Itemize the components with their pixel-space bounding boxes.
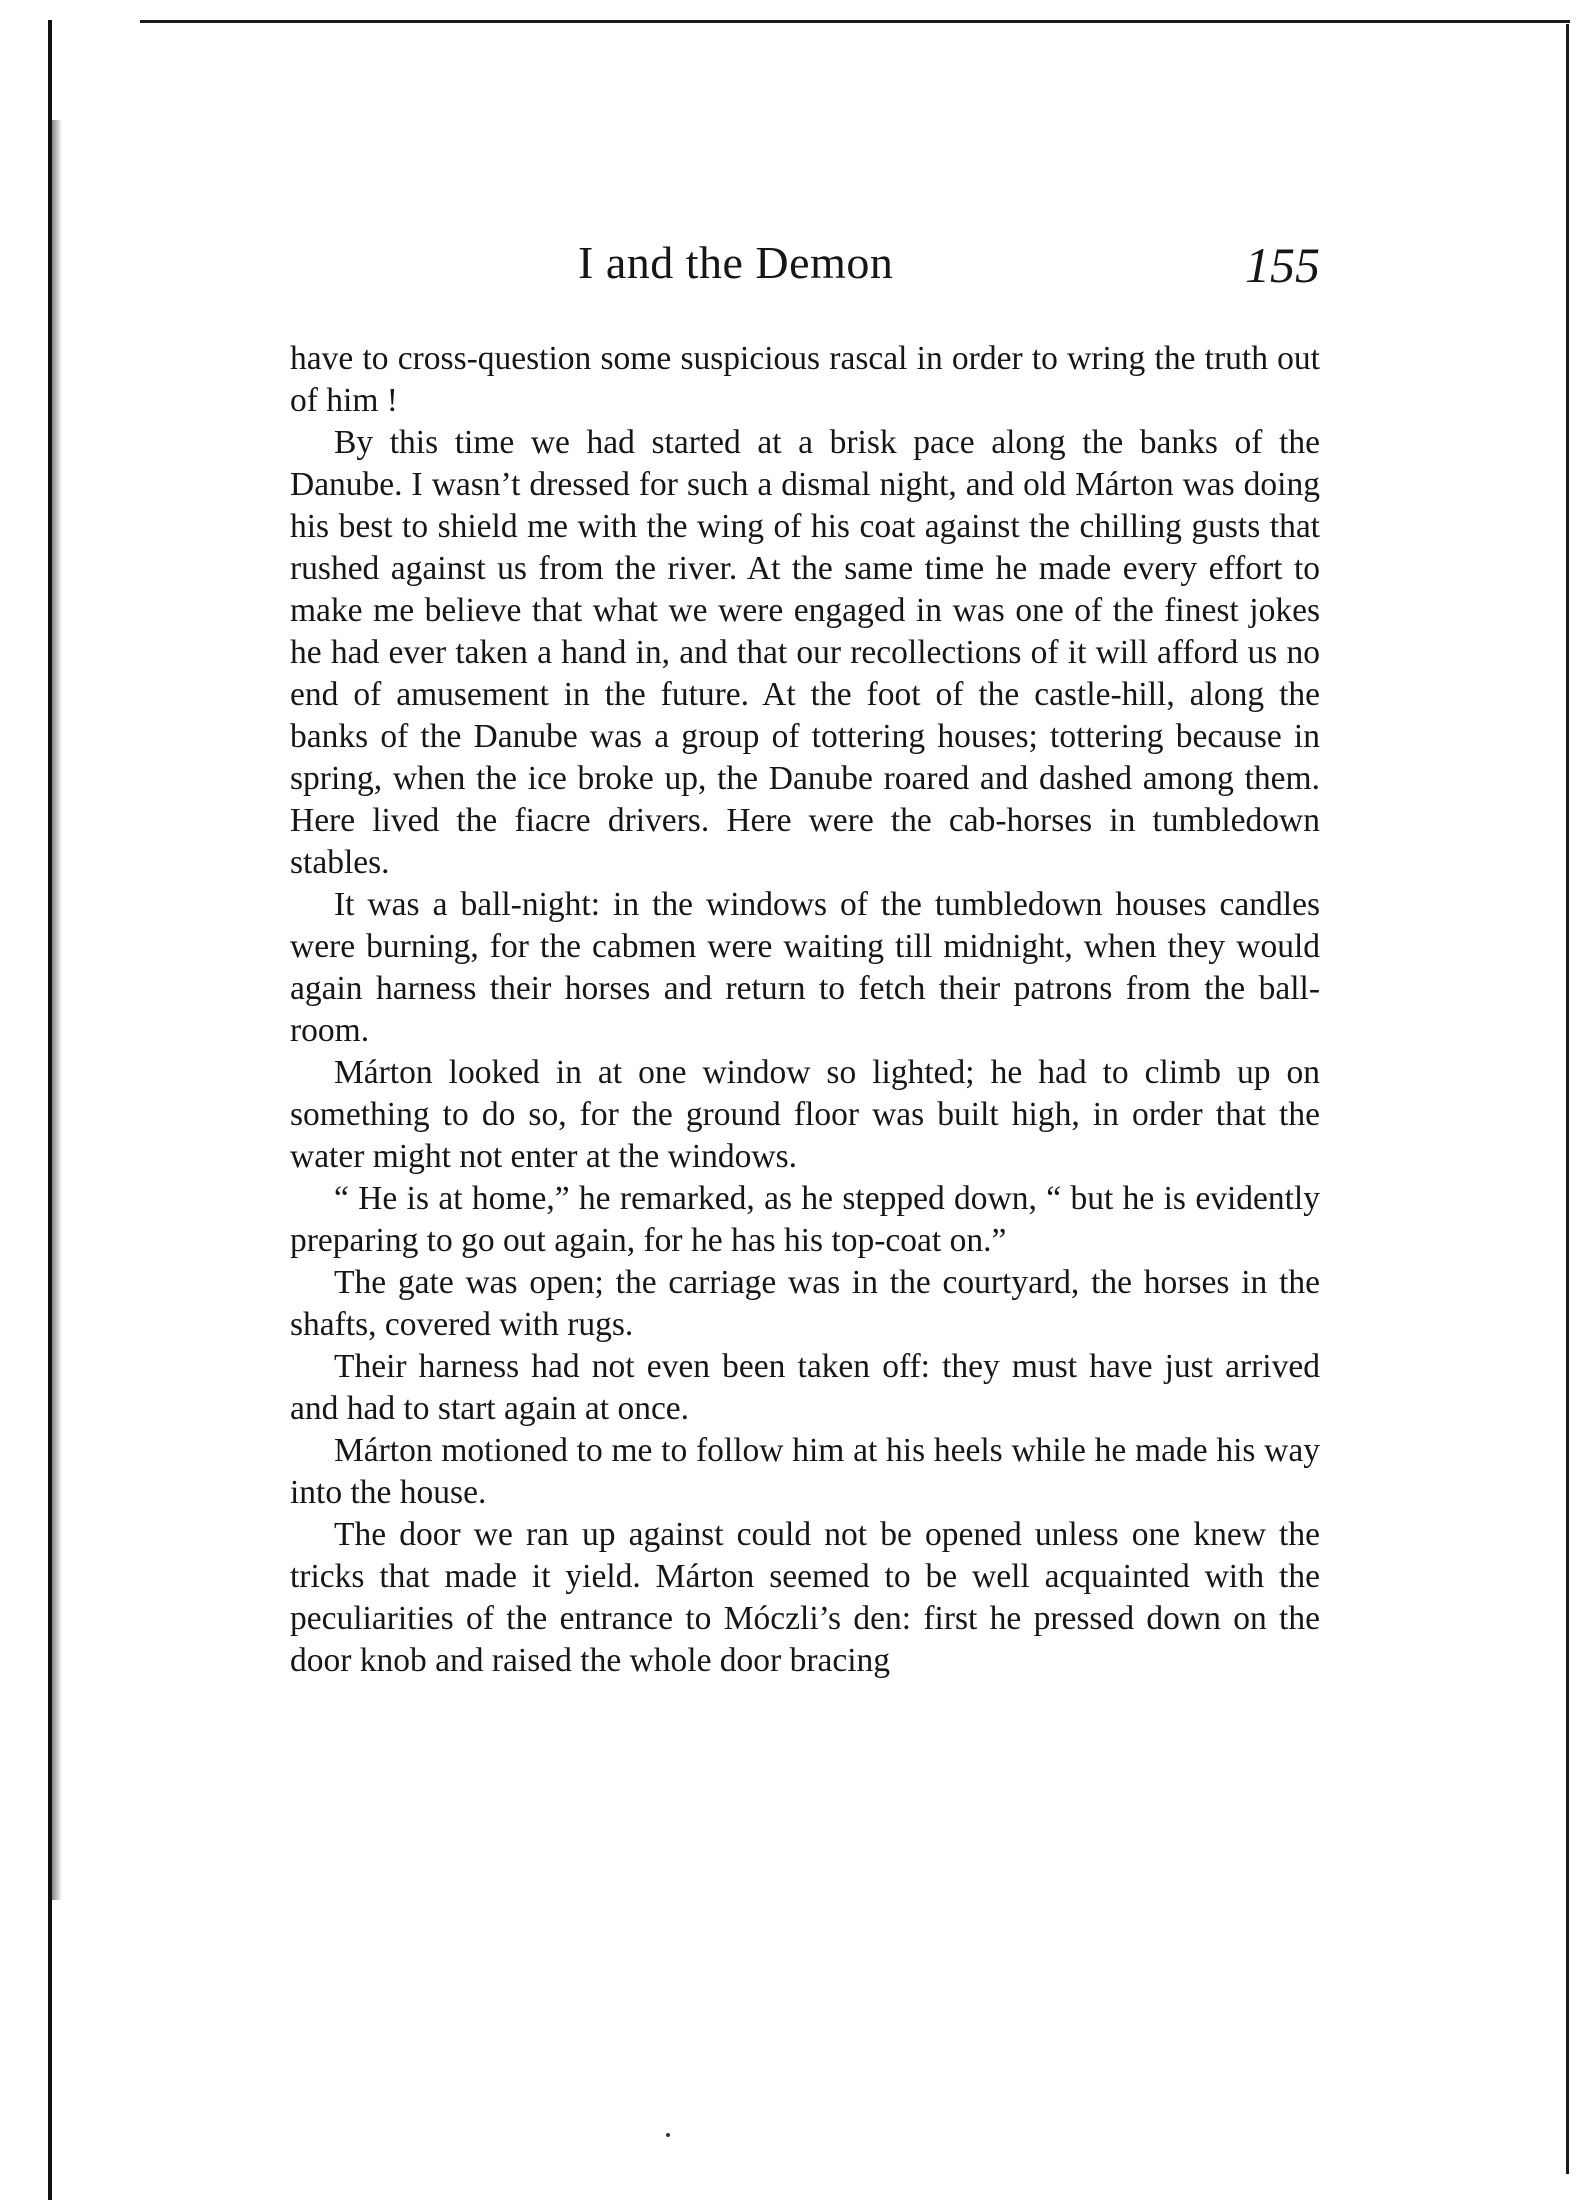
top-border-line: [140, 20, 1570, 23]
paragraph: The door we ran up against could not be opened unless one knew the tricks that made it yield. Márton seemed to be well acquainted with the peculiarities of the entrance to Móczli’s den: first he pressed down on the door knob and raised the whole door bracing: [290, 1516, 1320, 1679]
running-title: I and the Demon: [578, 237, 894, 288]
right-border-line: [1566, 24, 1569, 2174]
page-number: 155: [1245, 237, 1320, 293]
paragraph: Their harness had not even been taken off: they must have just arrived and had to start again at once.: [290, 1348, 1320, 1427]
print-speck: [666, 2133, 670, 2137]
paragraph: Márton motioned to me to follow him at his heels while he made his way into the house.: [290, 1432, 1320, 1511]
body-text: [290, 338, 1320, 1682]
paragraph: By this time we had started at a brisk pace along the banks of the Danube. I wasn’t dressed for such a dismal night, and old Márton was doing his best to shield me with the wing of his coat against the chilling gusts that rushed against us from the river. At the same time he made every effort to make me believe that what we were engaged in was one of the finest jokes he had ever taken a hand in, and that our recollections of it will afford us no end of amusement in the future. At the foot of the castle-hill, along the banks of the Danube was a group of tottering houses; tottering because in spring, when the ice broke up, the Danube roared and dashed among them. Here lived the fiacre drivers. Here were the cab-horses in tumbledown stables.: [290, 424, 1320, 881]
paragraph: The gate was open; the carriage was in the courtyard, the horses in the shafts, covered with rugs.: [290, 1264, 1320, 1343]
binding-shadow: [52, 120, 62, 1900]
paragraph: “ He is at home,” he remarked, as he stepped down, “ but he is evidently preparing to go out again, for he has his top-coat on.”: [290, 1180, 1320, 1259]
paragraph: Márton looked in at one window so lighted; he had to climb up on something to do so, for the ground floor was built high, in order that the water might not enter at the windows.: [290, 1054, 1320, 1175]
paragraph: It was a ball-night: in the windows of the tumbledown houses candles were burning, for the cabmen were waiting till midnight, when they would again harness their horses and return to fetch their patrons from the ball-room.: [290, 886, 1320, 1049]
page-header: [290, 236, 1320, 296]
paragraph-continuation: have to cross-question some suspicious rascal in order to wring the truth out of him !: [290, 340, 1320, 419]
